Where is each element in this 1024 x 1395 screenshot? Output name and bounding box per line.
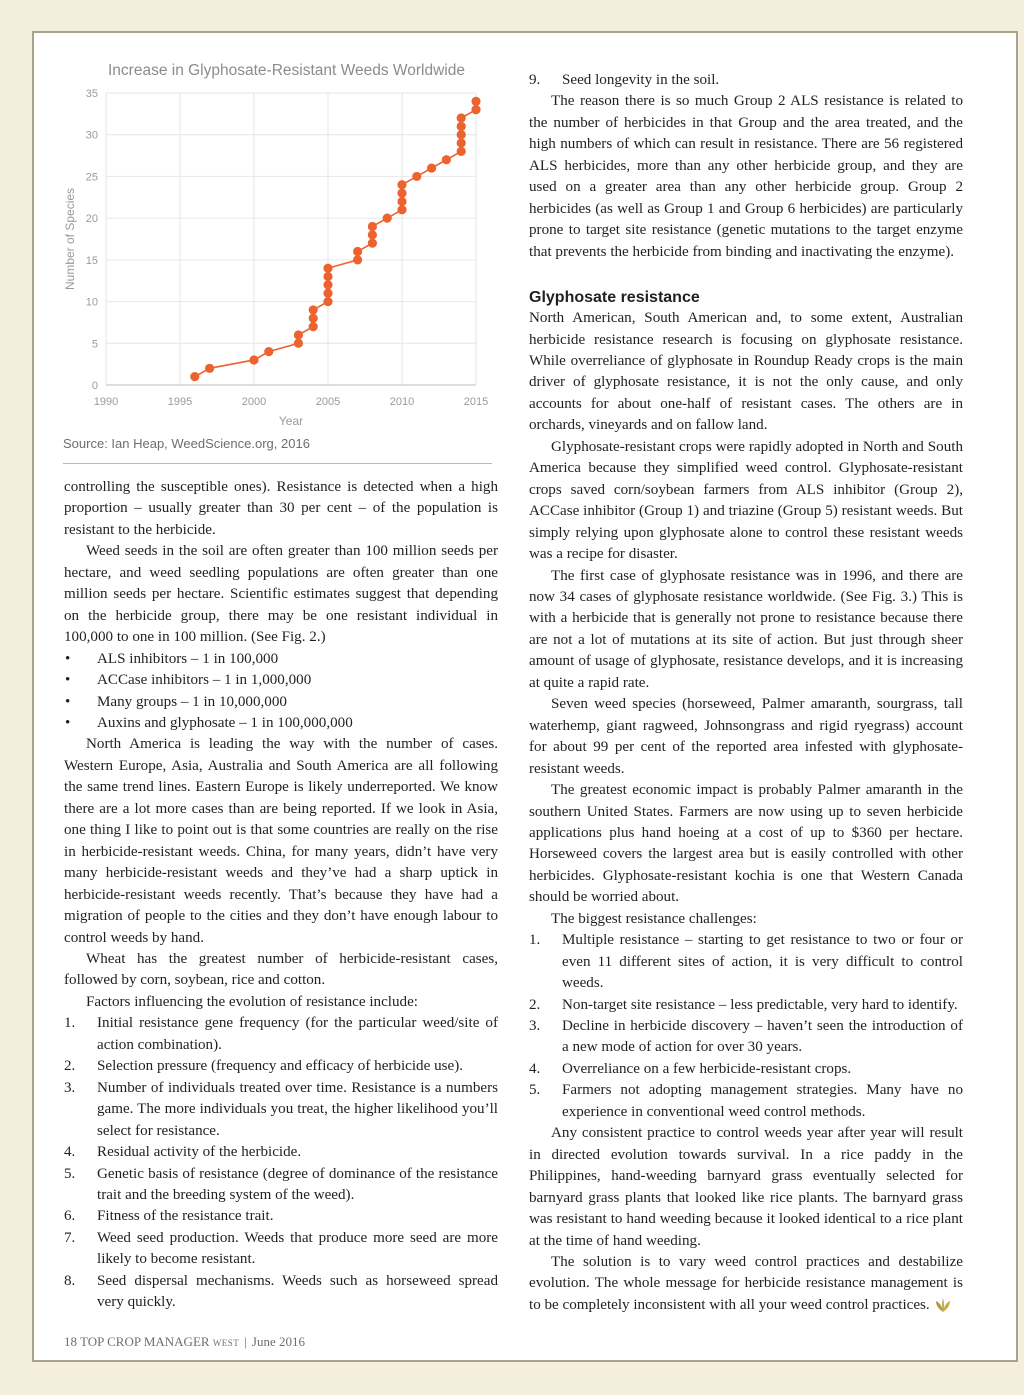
item-text: Residual activity of the herbicide. xyxy=(97,1144,302,1161)
y-tick-label: 20 xyxy=(85,213,98,226)
issue-date: June 2016 xyxy=(251,1334,306,1349)
y-tick-label: 15 xyxy=(85,254,98,267)
item-text: Farmers not adopting management strategies. Many have no experience in conventional weed control methods. xyxy=(562,1082,963,1120)
item-number: 4. xyxy=(64,1144,76,1161)
data-point xyxy=(471,105,480,114)
data-point xyxy=(323,280,332,289)
item-text: Number of individuals treated over time. Resistance is a numbers game. The more individuals you treat, the higher likelihood you’ll select for resistance. xyxy=(97,1079,498,1139)
bullet-marker: • xyxy=(65,714,71,731)
item-number: 1. xyxy=(64,1015,76,1032)
data-point xyxy=(353,255,362,264)
bullet-item xyxy=(64,649,498,670)
paragraph: Any consistent practice to control weeds year after year will result in directed evolution towards survival. In a rice paddy in the Philippines, hand-weeding barnyard grass eventually selected for barnyard grass plants that looked like rice plants. The barnyard grass was resistant to hand weeding because it looked identical to a rice plant at the time of hand weeding. xyxy=(529,1125,963,1249)
bullet-text: ALS inhibitors – 1 in 100,000 xyxy=(97,650,279,667)
item-number: 5. xyxy=(529,1082,541,1099)
item-number: 6. xyxy=(64,1208,76,1225)
paragraph: The first case of glyphosate resistance was in 1996, and there are now 34 cases of glyphosate resistance worldwide. (See Fig. 3.) This is with a herbicide that is generally not prone to resistance because there are not a lot of mutations at its site of action. But just through sheer amount of usage of glyphosate, resistance develops, and it is increasing at quite a rapid rate. xyxy=(529,567,963,691)
numbered-item xyxy=(64,1206,498,1227)
data-point xyxy=(353,247,362,256)
paragraph: The greatest economic impact is probably Palmer amaranth in the southern United States. Farmers are now using up to seven herbicide applications plus hand hoeing at a cost of up to $360 per hectare. Horseweed covers the largest area but is easily controlled with other herbicides. Glyphosate-resistant kochia is one that Western Canada should be worried about. xyxy=(529,782,963,906)
y-tick-label: 25 xyxy=(85,171,98,184)
item-text: Fitness of the resistance trait. xyxy=(97,1208,274,1225)
data-point xyxy=(397,180,406,189)
data-point xyxy=(249,355,258,364)
item-text: Weed seed production. Weeds that produce more seed are more likely to become resistant. xyxy=(97,1229,498,1268)
data-point xyxy=(323,289,332,298)
item-number: 7. xyxy=(64,1229,76,1246)
data-point xyxy=(383,214,392,223)
page-footer xyxy=(64,1334,305,1350)
bullet-item xyxy=(64,713,498,734)
left-column xyxy=(64,477,498,1314)
data-point xyxy=(442,155,451,164)
data-point xyxy=(397,205,406,214)
item-number: 2. xyxy=(529,996,541,1013)
y-tick-label: 5 xyxy=(91,338,98,351)
data-point xyxy=(323,264,332,273)
item-number: 2. xyxy=(64,1058,76,1075)
paragraph: Weed seeds in the soil are often greater than 100 million seeds per hectare, and weed seedling populations are often greater than one million seeds per hectare. Scientific estimates suggest that depending on the herbicide group, there may be one resistant individual in 100,000 to one in 100 million. (See Fig. 2.) xyxy=(64,543,498,646)
x-tick-label: 2000 xyxy=(241,396,267,408)
item-text: Initial resistance gene frequency (for the particular weed/site of action combination). xyxy=(97,1015,498,1053)
page-number: 18 xyxy=(64,1334,77,1349)
data-point xyxy=(368,230,377,239)
item-number: 9. xyxy=(529,72,541,88)
paragraph: controlling the susceptible ones). Resistance is detected when a high proportion – usually greater than 30 per cent – of the population is resistant to the herbicide. xyxy=(64,479,498,538)
item-number: 4. xyxy=(529,1060,541,1077)
paragraph xyxy=(529,1252,963,1316)
item-number: 8. xyxy=(64,1272,76,1289)
paragraph: North American, South American and, to some extent, Australian herbicide resistance research is focusing on glyphosate resistance. While overreliance of glyphosate in Roundup Ready crops is the main driver of glyphosate resistance, it is not the only cause, and only accounts for about one-half of resistant cases. The others are in orchards, vineyards and on fallow land. xyxy=(529,310,963,434)
item-number: 3. xyxy=(529,1018,541,1035)
numbered-item xyxy=(64,1228,498,1271)
item-text: Selection pressure (frequency and efficacy of herbicide use). xyxy=(97,1058,463,1075)
bullet-marker: • xyxy=(65,693,71,710)
closing-text: The solution is to vary weed control practices and destabilize evolution. The whole message for herbicide resistance management is to be completely inconsistent with all your weed control practices. xyxy=(529,1254,963,1313)
data-point xyxy=(294,330,303,339)
bullet-item xyxy=(64,670,498,691)
bullet-text: Many groups – 1 in 10,000,000 xyxy=(97,693,287,710)
magazine-name: TOP CROP MANAGER xyxy=(80,1334,210,1349)
data-point xyxy=(457,130,466,139)
data-point xyxy=(190,372,199,381)
chart-source: Source: Ian Heap, WeedScience.org, 2016 xyxy=(63,436,310,451)
bullet-marker: • xyxy=(65,650,71,667)
x-tick-label: 2010 xyxy=(389,396,415,408)
item-number: 5. xyxy=(64,1165,76,1182)
numbered-item xyxy=(64,1164,498,1207)
numbered-item xyxy=(64,1056,498,1077)
bullet-text: ACCase inhibitors – 1 in 1,000,000 xyxy=(97,672,312,689)
data-point xyxy=(309,322,318,331)
item-text: Genetic basis of resistance (degree of dominance of the resistance trait and the breeding system of the weed). xyxy=(97,1165,498,1203)
y-tick-label: 10 xyxy=(85,296,98,309)
numbered-item xyxy=(64,1271,498,1314)
paragraph: The biggest resistance challenges: xyxy=(551,910,757,927)
data-point xyxy=(368,239,377,248)
item-text: Seed longevity in the soil. xyxy=(562,72,720,88)
item-text: Decline in herbicide discovery – haven’t seen the introduction of a new mode of action for over 30 years. xyxy=(562,1018,963,1056)
chart-divider xyxy=(63,463,492,464)
paragraph: Glyphosate-resistant crops were rapidly adopted in North and South America because they simplified weed control. Glyphosate-resistant crops saved corn/soybean farmers from ALS inhibitor (Group 2), ACCase inhibitor (Group 1) and triazine (Group 5) resistant weeds. But simply relying upon glyphosate alone to control these resistant weeds was a recipe for disaster. xyxy=(529,438,963,563)
section-heading: Glyphosate resistance xyxy=(529,289,700,307)
numbered-item xyxy=(529,995,963,1016)
data-point xyxy=(205,364,214,373)
x-tick-label: 1995 xyxy=(167,396,193,408)
paragraph: Wheat has the greatest number of herbicide-resistant cases, followed by corn, soybean, rice and cotton. xyxy=(64,950,498,989)
item-number: 3. xyxy=(64,1079,76,1096)
x-axis-label: Year xyxy=(278,414,304,428)
numbered-item xyxy=(64,1142,498,1163)
numbered-item xyxy=(529,1059,963,1080)
data-point xyxy=(397,189,406,198)
data-point xyxy=(368,222,377,231)
magazine-edition: WEST xyxy=(212,1338,240,1348)
item-text: Multiple resistance – starting to get resistance to two or four or even 11 different sites of action, it is very difficult to control weeds. xyxy=(562,932,963,992)
data-line xyxy=(195,101,476,376)
paragraph: Factors influencing the evolution of resistance include: xyxy=(86,993,418,1010)
item-text: Overreliance on a few herbicide-resistant crops. xyxy=(562,1060,852,1077)
data-point xyxy=(323,297,332,306)
bullet-text: Auxins and glyphosate – 1 in 100,000,000 xyxy=(97,714,353,731)
y-tick-label: 35 xyxy=(85,88,98,100)
x-tick-label: 2005 xyxy=(315,396,341,408)
data-point xyxy=(294,339,303,348)
item-text: Non-target site resistance – less predictable, very hard to identify. xyxy=(562,996,958,1013)
numbered-item xyxy=(529,930,963,994)
bullet-marker: • xyxy=(65,672,71,689)
numbered-item xyxy=(64,1013,498,1056)
data-point xyxy=(323,272,332,281)
right-column xyxy=(529,70,963,1316)
paragraph: Seven weed species (horseweed, Palmer amaranth, sourgrass, tall waterhemp, giant ragweed, Johnsongrass and rigid ryegrass) account for about 99 per cent of the reported area infested with glyphosate-resistant weeds. xyxy=(529,696,963,777)
glyphosate-chart xyxy=(56,80,496,430)
data-point xyxy=(457,113,466,122)
paragraph: The reason there is so much Group 2 ALS resistance is related to the number of herbicides in that Group and the area treated, and the high numbers of which can result in resistance. There are 56 registered ALS herbicides, more than any other herbicide group, and they are used on a greater area than any other herbicide group. Group 2 herbicides (as well as Group 1 and Group 6 herbicides) are particularly prone to target site resistance (genetic mutations to the target enzyme that prevents the herbicide from binding and inactivating the enzyme). xyxy=(529,93,963,260)
data-point xyxy=(457,122,466,131)
data-point xyxy=(264,347,273,356)
paragraph: North America is leading the way with the number of cases. Western Europe, Asia, Australia and South America are all following the same trend lines. Eastern Europe is likely underreported. We know there are a lot more cases than are being reported. If we look in Asia, one thing I like to point out is that some countries are really on the rise in herbicide-resistant weeds. China, for many years, didn’t have very many herbicide-resistant weeds and they’ve had a sharp uptick in herbicide-resistant weeds recently. That’s because they have had a migration of people to the cities and they don’t have enough labour to control weeds by hand. xyxy=(64,736,498,946)
item-text: Seed dispersal mechanisms. Weeds such as horseweed spread very quickly. xyxy=(97,1272,498,1311)
data-point xyxy=(412,172,421,181)
numbered-item xyxy=(529,1080,963,1123)
leaf-end-icon xyxy=(933,1297,953,1313)
numbered-item xyxy=(64,1078,498,1142)
y-tick-label: 30 xyxy=(85,129,98,142)
x-tick-label: 2015 xyxy=(463,396,489,408)
data-point xyxy=(309,314,318,323)
data-point xyxy=(457,147,466,156)
data-point xyxy=(457,138,466,147)
numbered-item xyxy=(529,70,963,91)
item-number: 1. xyxy=(529,932,541,949)
data-point xyxy=(309,305,318,314)
chart-title: Increase in Glyphosate-Resistant Weeds Worldwide xyxy=(108,62,465,79)
x-tick-label: 1990 xyxy=(93,396,119,408)
numbered-item xyxy=(529,1016,963,1059)
spacer xyxy=(529,263,963,275)
data-point xyxy=(471,97,480,106)
y-tick-label: 0 xyxy=(91,380,98,392)
y-axis-label: Number of Species xyxy=(63,187,77,291)
data-point xyxy=(397,197,406,206)
footer-separator: | xyxy=(244,1334,247,1349)
data-point xyxy=(427,163,436,172)
bullet-item xyxy=(64,692,498,713)
